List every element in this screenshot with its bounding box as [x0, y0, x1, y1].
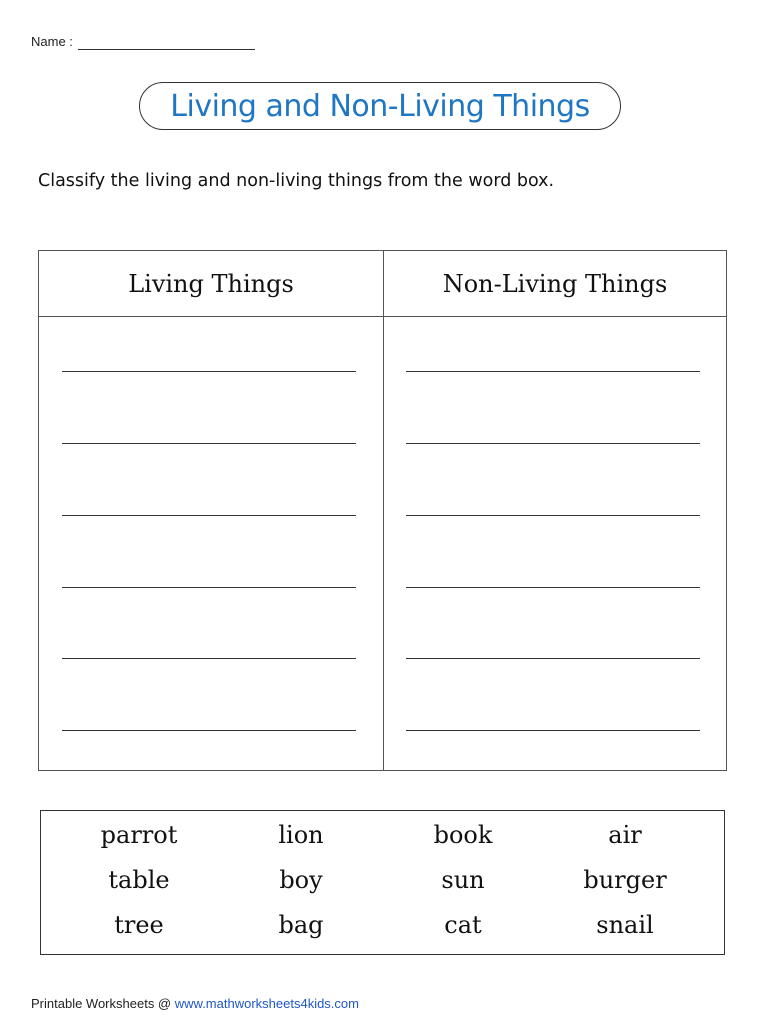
word-item: table [108, 866, 170, 894]
word-item: book [433, 821, 493, 849]
word-item: air [608, 821, 642, 849]
living-answer-line-3[interactable] [62, 515, 356, 516]
word-item: lion [278, 821, 324, 849]
non-living-answer-line-1[interactable] [406, 371, 700, 372]
word-item: sun [441, 866, 485, 894]
non-living-answer-line-2[interactable] [406, 443, 700, 444]
word-item: snail [596, 911, 654, 939]
living-answer-line-1[interactable] [62, 371, 356, 372]
non-living-answer-line-5[interactable] [406, 658, 700, 659]
living-answer-line-2[interactable] [62, 443, 356, 444]
living-things-header: Living Things [128, 269, 294, 298]
word-item: tree [114, 911, 164, 939]
classification-table [38, 250, 727, 771]
title-banner [139, 82, 621, 130]
column-divider [383, 251, 384, 770]
word-item: cat [444, 911, 482, 939]
name-label: Name : [31, 34, 73, 49]
footer-link[interactable]: www.mathworksheets4kids.com [174, 996, 359, 1011]
word-item: bag [278, 911, 324, 939]
footer [31, 996, 359, 1011]
living-answer-line-4[interactable] [62, 587, 356, 588]
name-field[interactable] [78, 49, 255, 50]
instruction-text: Classify the living and non-living things from the word box. [38, 171, 555, 191]
non-living-answer-line-6[interactable] [406, 730, 700, 731]
non-living-answer-line-4[interactable] [406, 587, 700, 588]
word-box [40, 810, 725, 955]
non-living-things-header: Non-Living Things [442, 269, 668, 298]
word-item: burger [583, 866, 667, 894]
page-title: Living and Non-Living Things [170, 88, 590, 124]
living-answer-line-6[interactable] [62, 730, 356, 731]
living-answer-line-5[interactable] [62, 658, 356, 659]
non-living-answer-line-3[interactable] [406, 515, 700, 516]
word-item: parrot [100, 821, 178, 849]
word-item: boy [279, 866, 323, 894]
footer-prefix: Printable Worksheets @ [31, 996, 172, 1011]
